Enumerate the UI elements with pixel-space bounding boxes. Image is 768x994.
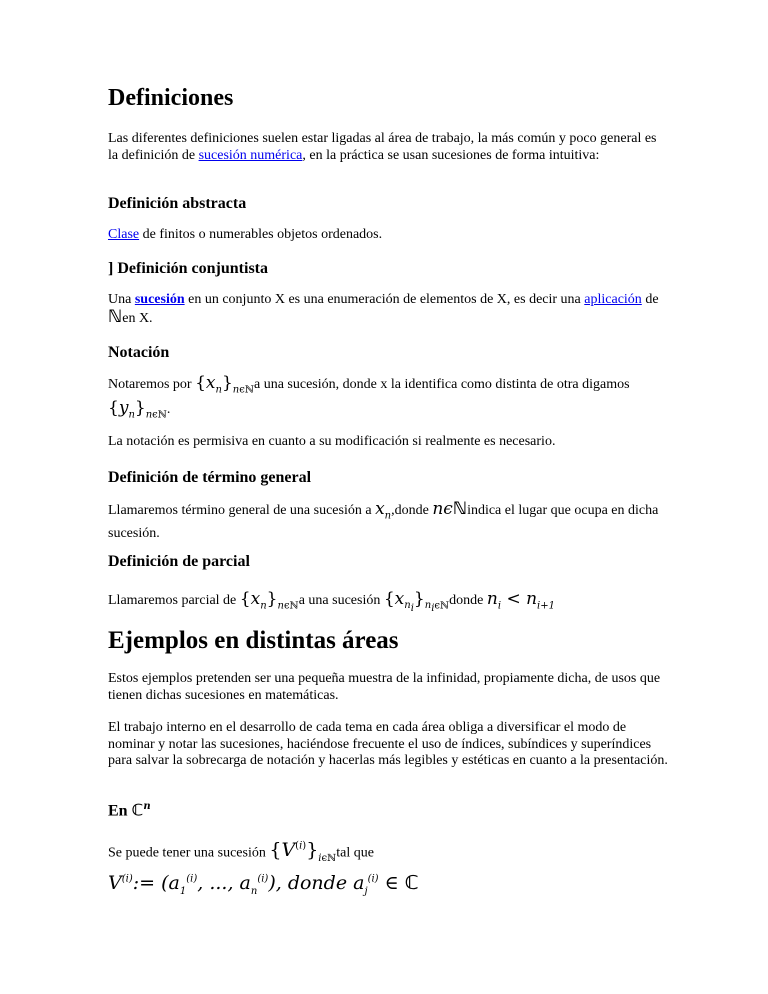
intro-paragraph — [108, 131, 668, 164]
notacion-paragraph — [108, 374, 668, 425]
parcial-mid: a una sucesión — [298, 593, 384, 608]
formula-v-seq: $\{V^{(i)}\}_{i\epsilon ℕ}$ — [269, 839, 337, 865]
intro-text-post: , en la práctica se usan sucesiones de forma intuitiva: — [302, 147, 600, 163]
notacion-post2: . — [166, 402, 171, 418]
sucesion-numerica-link[interactable]: sucesión numérica — [198, 147, 303, 163]
clase-link[interactable]: Clase — [108, 227, 140, 242]
notacion-pre: Notaremos por — [108, 377, 196, 392]
section-title-ejemplos: Ejemplos en distintas áreas — [108, 627, 399, 654]
ejemplos-paragraph-1: Estos ejemplos pretenden ser una pequeña muestra de la infinidad, propiamente dicha, de usos que tienen dichas sucesiones en matemáticas. — [108, 671, 661, 703]
intro-text-pre: Las diferentes definiciones suelen estar ligadas al área de trabajo, la más común y poco general es la definición de — [108, 131, 657, 163]
en-cn-paragraph — [108, 836, 668, 902]
termino-mid: ,donde — [391, 503, 433, 518]
aplicacion-link[interactable]: aplicación — [584, 292, 642, 307]
parcial-paragraph — [108, 590, 668, 618]
formula-n-in-N: nϵℕ — [432, 499, 468, 519]
conjuntista-mid: en un conjunto X es una enumeración de elementos de X, es decir una — [184, 292, 585, 307]
naturals-symbol: ℕ — [108, 306, 123, 327]
formula-y-n: $\{y_n\}_{n\epsilon ℕ}$ — [108, 398, 167, 421]
formula-index-order: $n_i < n_{i+1}$ — [486, 589, 555, 612]
en-cn-post: tal que — [336, 845, 374, 861]
heading-en-cn — [108, 797, 151, 821]
termino-pre: Llamaremos término general de una sucesión a — [108, 503, 376, 518]
heading-en-text: En — [108, 802, 132, 820]
heading-definicion-conjuntista: ] Definición conjuntista — [108, 260, 268, 277]
formula-term: $x_n$ — [375, 499, 392, 522]
formula-x-n: $\{x_n\}_{n\epsilon ℕ}$ — [195, 373, 254, 396]
notacion-post1: a una sucesión, donde x la identifica como distinta de otra digamos — [254, 377, 630, 392]
ejemplos-paragraph-2: El trabajo interno en el desarrollo de cada tema en cada área obliga a diversificar el modo de nominar y notar las sucesiones, haciéndose frecuente el uso de índices, subíndices y superíndices para salvar la sobrecarga de notación y hacerlas más legibles y estéticas en cuanto a la presentación. — [108, 720, 668, 768]
formula-v-def: $V^{(i)}:= (a_1^{(i)}$, ..., $a_n^{(i)}$), donde $a_j^{(i)}$ ∈ ℂ — [108, 872, 419, 898]
conjuntista-paragraph — [108, 292, 668, 327]
abstracta-text: de finitos o numerables objetos ordenados. — [139, 227, 383, 242]
complex-symbol: ℂ — [131, 800, 144, 820]
conjuntista-pre: Una — [108, 292, 135, 307]
conjuntista-post: en X. — [122, 310, 153, 326]
formula-parcial-seq: $\{x_n\}_{n\epsilon ℕ}$ — [239, 589, 299, 612]
page-title: Definiciones — [108, 85, 234, 111]
heading-termino-general: Definición de término general — [108, 469, 312, 486]
abstracta-paragraph — [108, 227, 668, 244]
parcial-pre: Llamaremos parcial de — [108, 593, 240, 608]
heading-notacion: Notación — [108, 344, 170, 361]
conjuntista-de: de — [641, 292, 659, 307]
en-cn-pre: Se puede tener una sucesión — [108, 845, 270, 861]
heading-definicion-abstracta: Definición abstracta — [108, 195, 247, 212]
formula-subsequence: $\{x_{n_i}\}_{n_i\epsilon ℕ}$ — [383, 589, 450, 615]
termino-post: indica el lugar que ocupa en dicha sucesión. — [108, 503, 659, 542]
termino-paragraph — [108, 500, 668, 543]
complex-exponent: n — [143, 801, 151, 812]
sucesion-link[interactable]: sucesión — [134, 292, 185, 307]
parcial-mid2: donde — [449, 593, 487, 608]
notacion-paragraph-2: La notación es permisiva en cuanto a su modificación si realmente es necesario. — [108, 434, 556, 449]
heading-parcial: Definición de parcial — [108, 553, 250, 570]
